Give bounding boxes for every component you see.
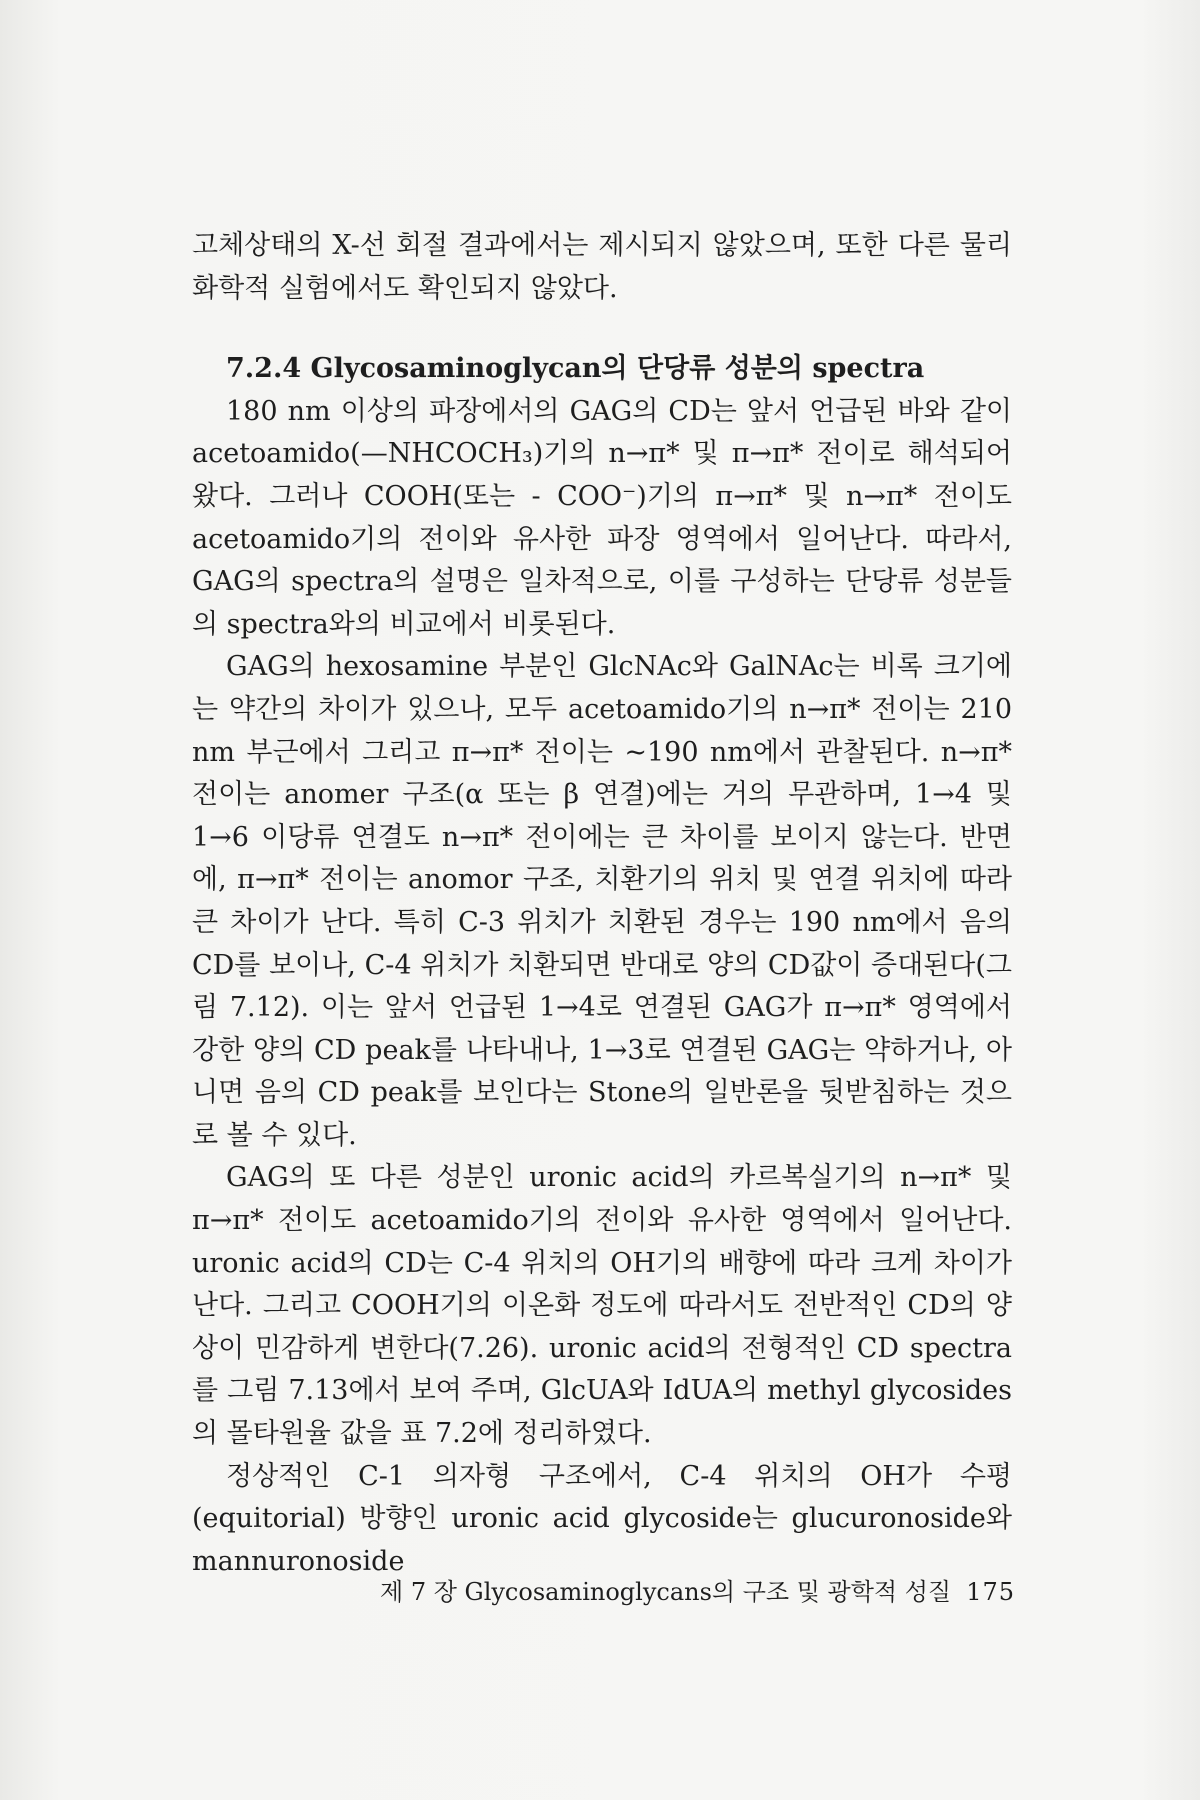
page-footer: [380, 1576, 1015, 1608]
paragraph-3: GAG의 또 다른 성분인 uronic acid의 카르복실기의 n→π* 및 π→π* 전이도 acetoamido기의 전이와 유사한 영역에서 일어난다. uronic acid의 CD는 C-4 위치의 OH기의 배향에 따라 크게 차이가 난다. 그리고 COOH기의 이온화 정도에 따라서도 전반적인 CD의 양상이 민감하게 변한다(7.26). uronic acid의 전형적인 CD spectra를 그림 7.13에서 보여 주며, GlcUA와 IdUA의 methyl glycosides의 몰타원율 값을 표 7.2에 정리하였다.: [192, 1162, 1012, 1450]
paragraph-continuation: 고체상태의 X-선 회절 결과에서는 제시되지 않았으며, 또한 다른 물리화학적 실험에서도 확인되지 않았다.: [192, 230, 1012, 304]
section-heading: 7.2.4 Glycosaminoglycan의 단당류 성분의 spectra: [226, 353, 925, 385]
running-chapter-title: 제 7 장 Glycosaminoglycans의 구조 및 광학적 성질: [380, 1578, 952, 1606]
page-number: 175: [966, 1578, 1015, 1606]
body-text: [192, 225, 1012, 1583]
paragraph-1: 180 nm 이상의 파장에서의 GAG의 CD는 앞서 언급된 바와 같이 acetoamido(—NHCOCH₃)기의 n→π* 및 π→π* 전이로 해석되어 왔다. 그러나 COOH(또는 - COO⁻)기의 π→π* 및 n→π* 전이도 acetoamido기의 전이와 유사한 파장 영역에서 일어난다. 따라서, GAG의 spectra의 설명은 일차적으로, 이를 구성하는 단당류 성분들의 spectra와의 비교에서 비롯된다.: [192, 395, 1012, 640]
paragraph-2: GAG의 hexosamine 부분인 GlcNAc와 GalNAc는 비록 크기에는 약간의 차이가 있으나, 모두 acetoamido기의 n→π* 전이는 210 nm 부근에서 그리고 π→π* 전이는 ~190 nm에서 관찰된다. n→π* 전이는 anomer 구조(α 또는 β 연결)에는 거의 무관하며, 1→4 및 1→6 이당류 연결도 n→π* 전이에는 큰 차이를 보이지 않는다. 반면에, π→π* 전이는 anomor 구조, 치환기의 위치 및 연결 위치에 따라 큰 차이가 난다. 특히 C-3 위치가 치환된 경우는 190 nm에서 음의 CD를 보이나, C-4 위치가 치환되면 반대로 양의 CD값이 증대된다(그림 7.12). 이는 앞서 언급된 1→4로 연결된 GAG가 π→π* 영역에서 강한 양의 CD peak를 나타내나, 1→3로 연결된 GAG는 약하거나, 아니면 음의 CD peak를 보인다는 Stone의 일반론을 뒷받침하는 것으로 볼 수 있다.: [192, 651, 1012, 1151]
paragraph-4: 정상적인 C-1 의자형 구조에서, C-4 위치의 OH가 수평(equitorial) 방향인 uronic acid glycoside는 glucuronoside와 mannuronoside: [192, 1460, 1012, 1577]
